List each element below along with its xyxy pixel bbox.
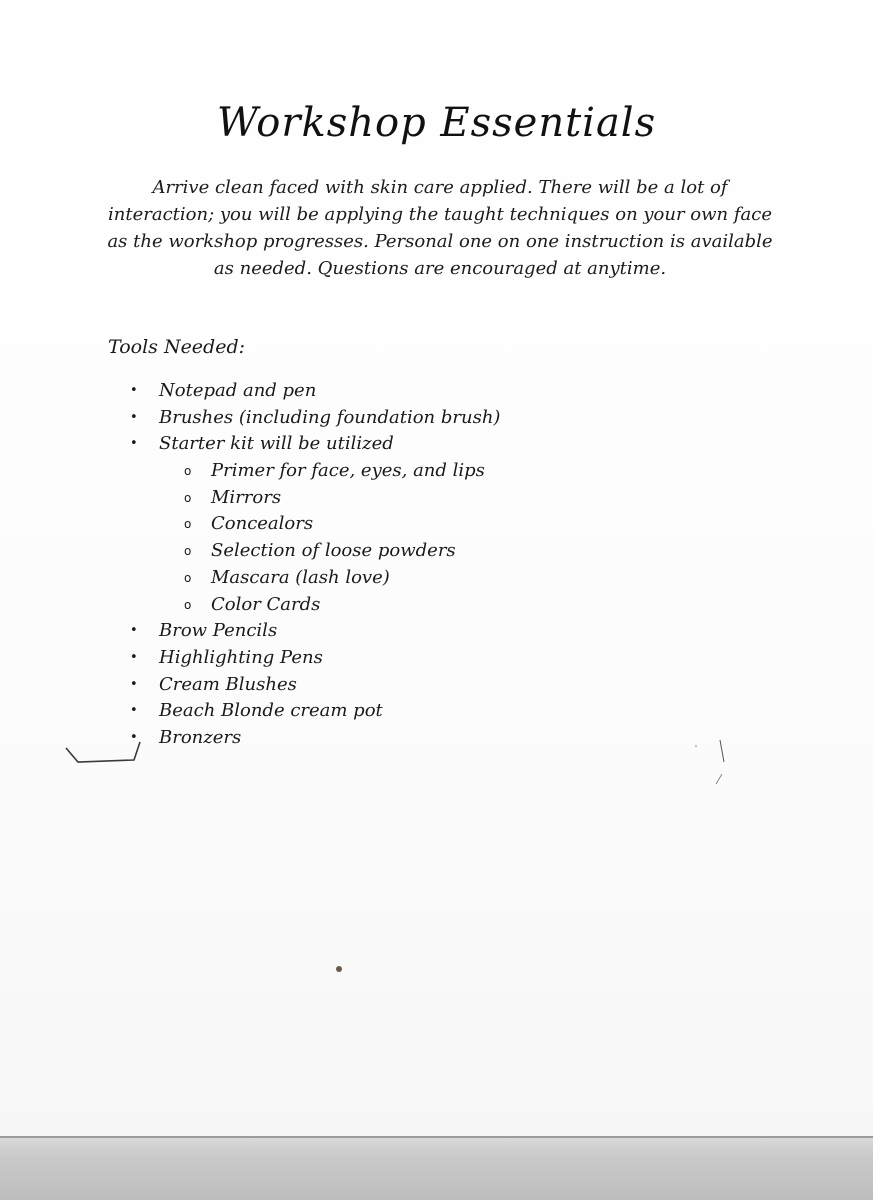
bullet-icon: • xyxy=(130,703,138,719)
page-title: Workshop Essentials xyxy=(216,100,657,146)
sub-bullet-icon: o xyxy=(184,544,192,559)
list-item-text: Highlighting Pens xyxy=(159,646,323,668)
list-item-text: Bronzers xyxy=(159,726,242,748)
sub-list-item-text: Selection of loose powders xyxy=(211,540,456,562)
sub-bullet-icon: o xyxy=(184,597,192,612)
sub-bullet-icon: o xyxy=(184,517,192,532)
list-item-text: Brow Pencils xyxy=(159,620,278,642)
sub-list-item-text: Color Cards xyxy=(211,593,321,615)
dust-speck xyxy=(336,966,342,972)
sub-bullet-icon: o xyxy=(184,464,192,479)
bullet-icon: • xyxy=(130,729,138,745)
bullet-icon: • xyxy=(130,649,138,665)
sub-list-item-text: Concealors xyxy=(211,513,314,535)
list-item-text: Brushes (including foundation brush) xyxy=(159,406,501,428)
staple-mark-icon xyxy=(64,736,144,770)
list-item-text: Cream Blushes xyxy=(159,673,297,695)
sub-bullet-icon: o xyxy=(184,490,192,505)
bullet-icon: • xyxy=(130,623,138,639)
bullet-icon: • xyxy=(130,383,138,398)
sub-list-item-text: Primer for face, eyes, and lips xyxy=(211,460,485,482)
intro-paragraph: Arrive clean faced with skin care applied. There will be a lot of interaction; you will be applying the taught techniques on your own face as the workshop progresses. Personal one on one instruction is available as needed. Questions are encouraged at anytime. xyxy=(107,177,773,279)
sub-list-item-text: Mascara (lash love) xyxy=(211,566,390,588)
sub-bullet-icon: o xyxy=(184,570,192,585)
bullet-icon: • xyxy=(130,676,138,692)
list-item-text: Beach Blonde cream pot xyxy=(159,700,383,722)
bullet-icon: • xyxy=(130,436,138,452)
sub-list-item-text: Mirrors xyxy=(211,486,282,508)
tools-heading: Tools Needed: xyxy=(108,336,246,358)
scan-artifact-icon xyxy=(690,738,730,788)
scanner-background-strip xyxy=(0,1136,873,1200)
list-item-text: Notepad and pen xyxy=(159,380,317,401)
list-item-text: Starter kit will be utilized xyxy=(159,433,394,455)
bullet-icon: • xyxy=(130,409,138,425)
